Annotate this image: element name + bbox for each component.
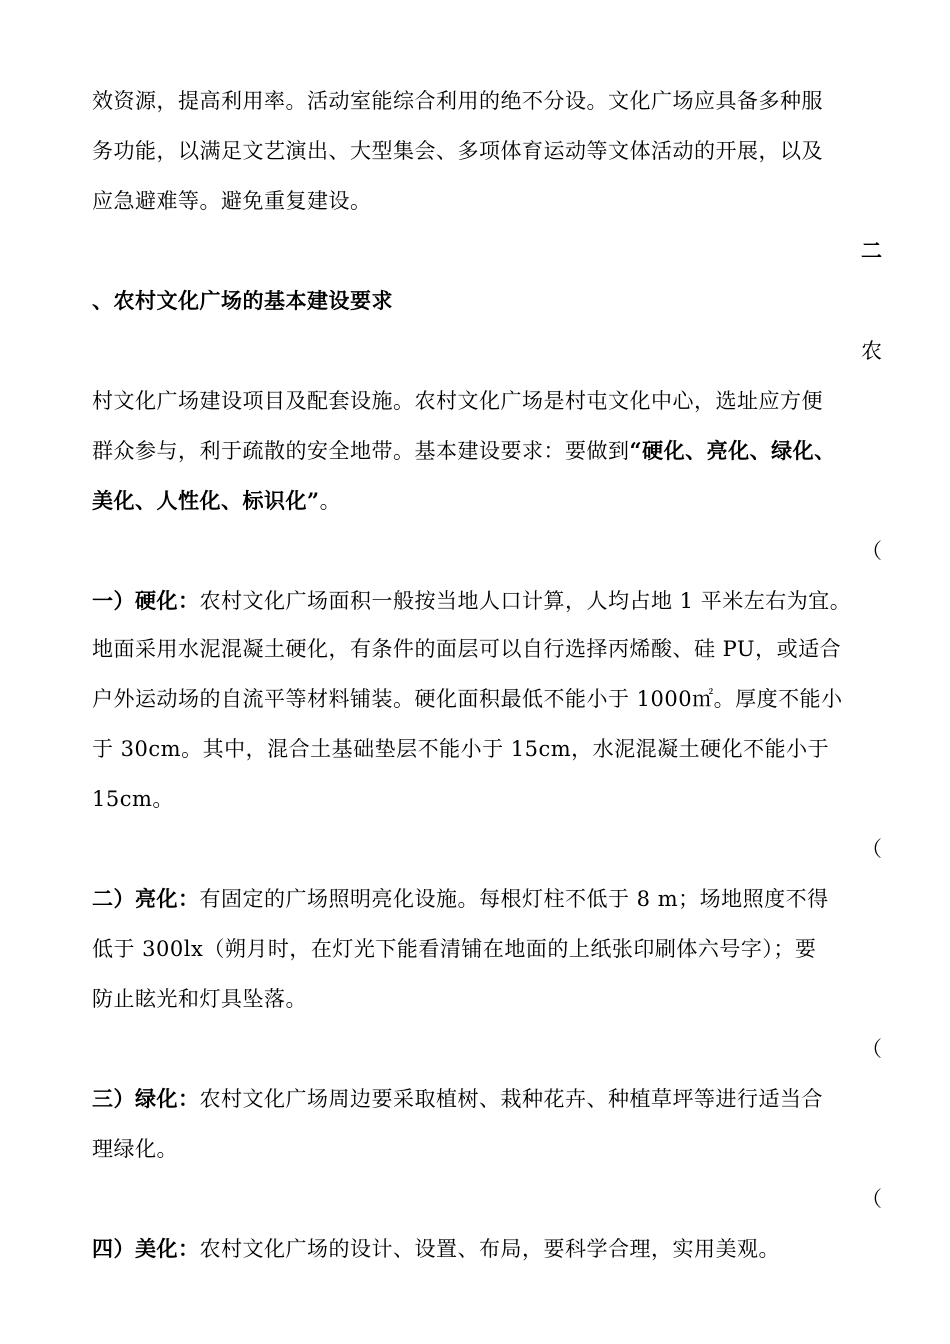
paragraph-line <box>92 486 341 516</box>
item-heading: 三）绿化： <box>92 1086 200 1111</box>
item-open-paren: （ <box>861 837 882 861</box>
item-line: 户外运动场的自流平等材料铺装。硬化面积最低不能小于 1000㎡。厚度不能小 <box>92 687 843 711</box>
paragraph-line: 村文化广场建设项目及配套设施。农村文化广场是村屯文化中心，选址应方便 <box>92 389 823 413</box>
item-heading: 二）亮化： <box>92 886 200 911</box>
paragraph-line <box>92 436 836 466</box>
item-line: 于 30cm。其中，混合土基础垫层不能小于 15cm，水泥混凝土硬化不能小于 <box>92 737 830 761</box>
item-line <box>92 1084 823 1114</box>
paragraph-line: 务功能，以满足文艺演出、大型集会、多项体育运动等文体活动的开展，以及 <box>92 139 823 163</box>
emphasis-text: “硬化、亮化、绿化、 <box>629 438 836 463</box>
item-open-paren: （ <box>861 1037 882 1061</box>
item-line: 15cm。 <box>92 787 174 811</box>
item-text: 有固定的广场照明亮化设施。每根灯柱不低于 8 m；场地照度不得 <box>199 887 829 911</box>
item-open-paren: （ <box>861 1187 882 1211</box>
emphasis-text: 美化、人性化、标识化” <box>92 488 320 513</box>
item-line <box>92 884 829 914</box>
item-text: 农村文化广场周边要采取植树、栽种花卉、种植草坪等进行适当合 <box>199 1087 823 1111</box>
item-text: 农村文化广场的设计、设置、布局，要科学合理，实用美观。 <box>199 1237 780 1261</box>
item-text: 农村文化广场面积一般按当地人口计算，人均占地 1 平米左右为宜。 <box>199 589 852 613</box>
item-line: 理绿化。 <box>92 1137 178 1161</box>
plain-text: 。 <box>319 489 342 513</box>
item-heading: 一）硬化： <box>92 588 200 613</box>
item-line: 地面采用水泥混凝土硬化，有条件的面层可以自行选择丙烯酸、硅 PU，或适合 <box>92 637 842 661</box>
paragraph-first-char: 农 <box>861 339 882 363</box>
paragraph-line: 效资源，提高利用率。活动室能综合利用的绝不分设。文化广场应具备多种服 <box>92 89 823 113</box>
item-line: 低于 300lx（朔月时，在灯光下能看清铺在地面的上纸张印刷体六号字）；要 <box>92 937 817 961</box>
paragraph-line: 应急避难等。避免重复建设。 <box>92 189 372 213</box>
section-number: 二 <box>861 238 882 263</box>
section-title: 、农村文化广场的基本建设要求 <box>92 288 393 313</box>
item-open-paren: （ <box>861 539 882 563</box>
item-line: 防止眩光和灯具坠落。 <box>92 987 307 1011</box>
item-line <box>92 1234 780 1264</box>
item-heading: 四）美化： <box>92 1236 200 1261</box>
item-line <box>92 586 851 616</box>
plain-text: 群众参与，利于疏散的安全地带。基本建设要求：要做到 <box>92 439 630 463</box>
